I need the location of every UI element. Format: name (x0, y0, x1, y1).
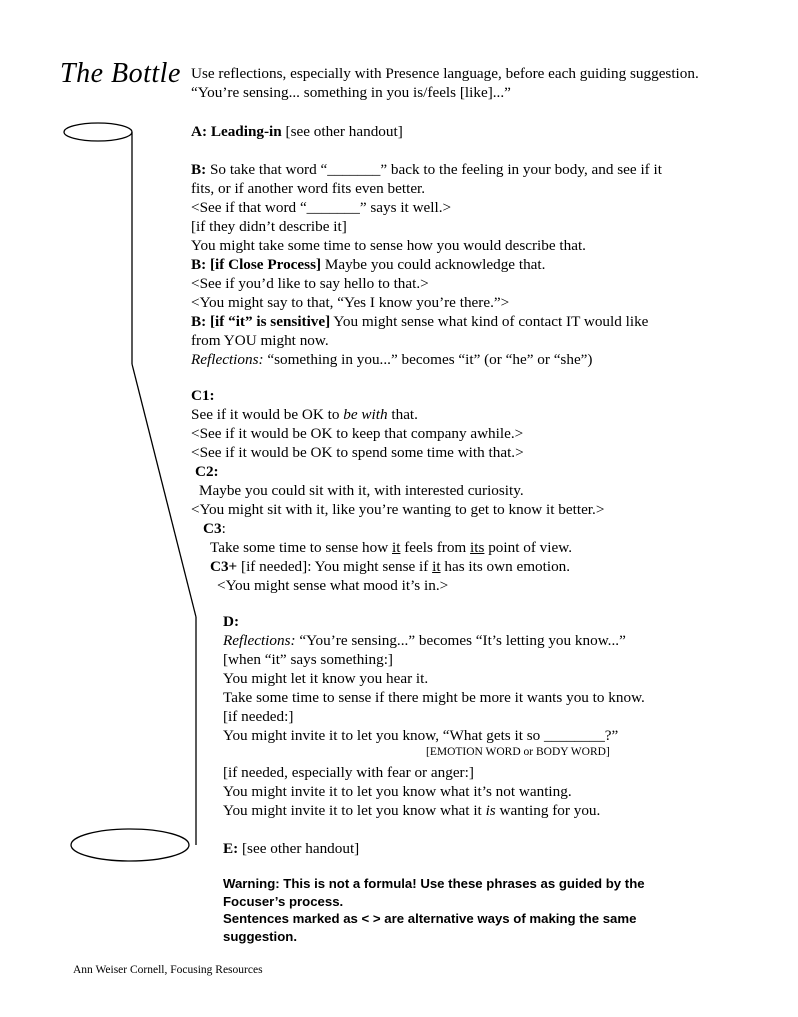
section-b-close: B: [if Close Process] Maybe you could acknowledge that. (191, 256, 546, 273)
section-c1-line1: See if it would be OK to be with that. (191, 406, 418, 423)
section-c2-line2: <You might sit with it, like you’re wanting to get to know it better.> (191, 501, 605, 518)
section-a: A: Leading-in [see other handout] (191, 123, 403, 140)
section-c1-line3: <See if it would be OK to spend some time with that.> (191, 444, 524, 461)
bottle-base-ellipse (71, 829, 189, 861)
section-b-label: B: (191, 161, 207, 178)
section-c3-line3: <You might sense what mood it’s in.> (217, 577, 449, 594)
section-d-line3: You might let it know you hear it. (223, 670, 429, 687)
footer-credit: Ann Weiser Cornell, Focusing Resources (73, 964, 263, 976)
warning-line2: Sentences marked as < > are alternative ways of making the same suggestion. (223, 911, 637, 944)
section-d-line4: Take some time to sense if there might be more it wants you to know. (223, 689, 645, 706)
warning-line1: Warning: This is not a formula! Use these phrases as guided by the Focuser’s process. (223, 876, 645, 909)
section-d-line9: You might invite it to let you know what it’s not wanting. (223, 783, 572, 800)
section-d-line10: You might invite it to let you know what it is wanting for you. (223, 802, 601, 819)
section-b-reflections: Reflections: “something in you...” becomes “it” (or “he” or “she”) (191, 351, 593, 368)
section-c2-line1: Maybe you could sit with it, with interested curiosity. (199, 482, 524, 499)
section-d-label: D: (223, 613, 240, 630)
section-a-label: A: Leading-in (191, 123, 282, 140)
section-c1-label: C1: (191, 387, 215, 404)
section-c3-label: C3: (203, 520, 226, 537)
section-b-line2: fits, or if another word fits even better. (191, 180, 426, 197)
bottle-left-slope (132, 364, 196, 617)
section-b-line3: <See if that word “_______” says it well.> (191, 199, 452, 216)
section-c2-label: C2: (195, 463, 219, 480)
warning-note (223, 875, 703, 945)
section-b-line4: [if they didn’t describe it] (191, 218, 347, 235)
section-d-line8: [if needed, especially with fear or anger:] (223, 764, 474, 781)
section-c1-line2: <See if it would be OK to keep that company awhile.> (191, 425, 524, 442)
section-c3-line1: Take some time to sense how it feels from its point of view. (210, 539, 573, 556)
section-b-line7: <See if you’d like to say hello to that.> (191, 275, 429, 292)
section-b-line1: B: So take that word “_______” back to the feeling in your body, and see if it (191, 161, 662, 178)
section-b-line5: You might take some time to sense how you would describe that. (191, 237, 586, 254)
section-d-line6: You might invite it to let you know, “What gets it so ________?” (223, 727, 619, 744)
section-d-reflections: Reflections: “You’re sensing...” becomes “It’s letting you know...” (223, 632, 626, 649)
section-b-sensitive: B: [if “it” is sensitive] You might sense what kind of contact IT would like (191, 313, 649, 330)
section-d-line5: [if needed:] (223, 708, 294, 725)
section-b-line10: from YOU might now. (191, 332, 329, 349)
intro-paragraph: Use reflections, especially with Presence language, before each guiding suggestion. “You’re sensing... something in you is/feels [like]...” (191, 65, 699, 101)
page-title: The Bottle (60, 58, 181, 89)
section-c3-plus: C3+ [if needed]: You might sense if it has its own emotion. (210, 558, 571, 575)
section-d-line2: [when “it” says something:] (223, 651, 393, 668)
bottle-top-ellipse (64, 123, 132, 141)
section-b-line8: <You might say to that, “Yes I know you’re there.”> (191, 294, 510, 311)
section-e: E: [see other handout] (223, 840, 360, 857)
section-d-word-hint: [EMOTION WORD or BODY WORD] (426, 746, 610, 758)
